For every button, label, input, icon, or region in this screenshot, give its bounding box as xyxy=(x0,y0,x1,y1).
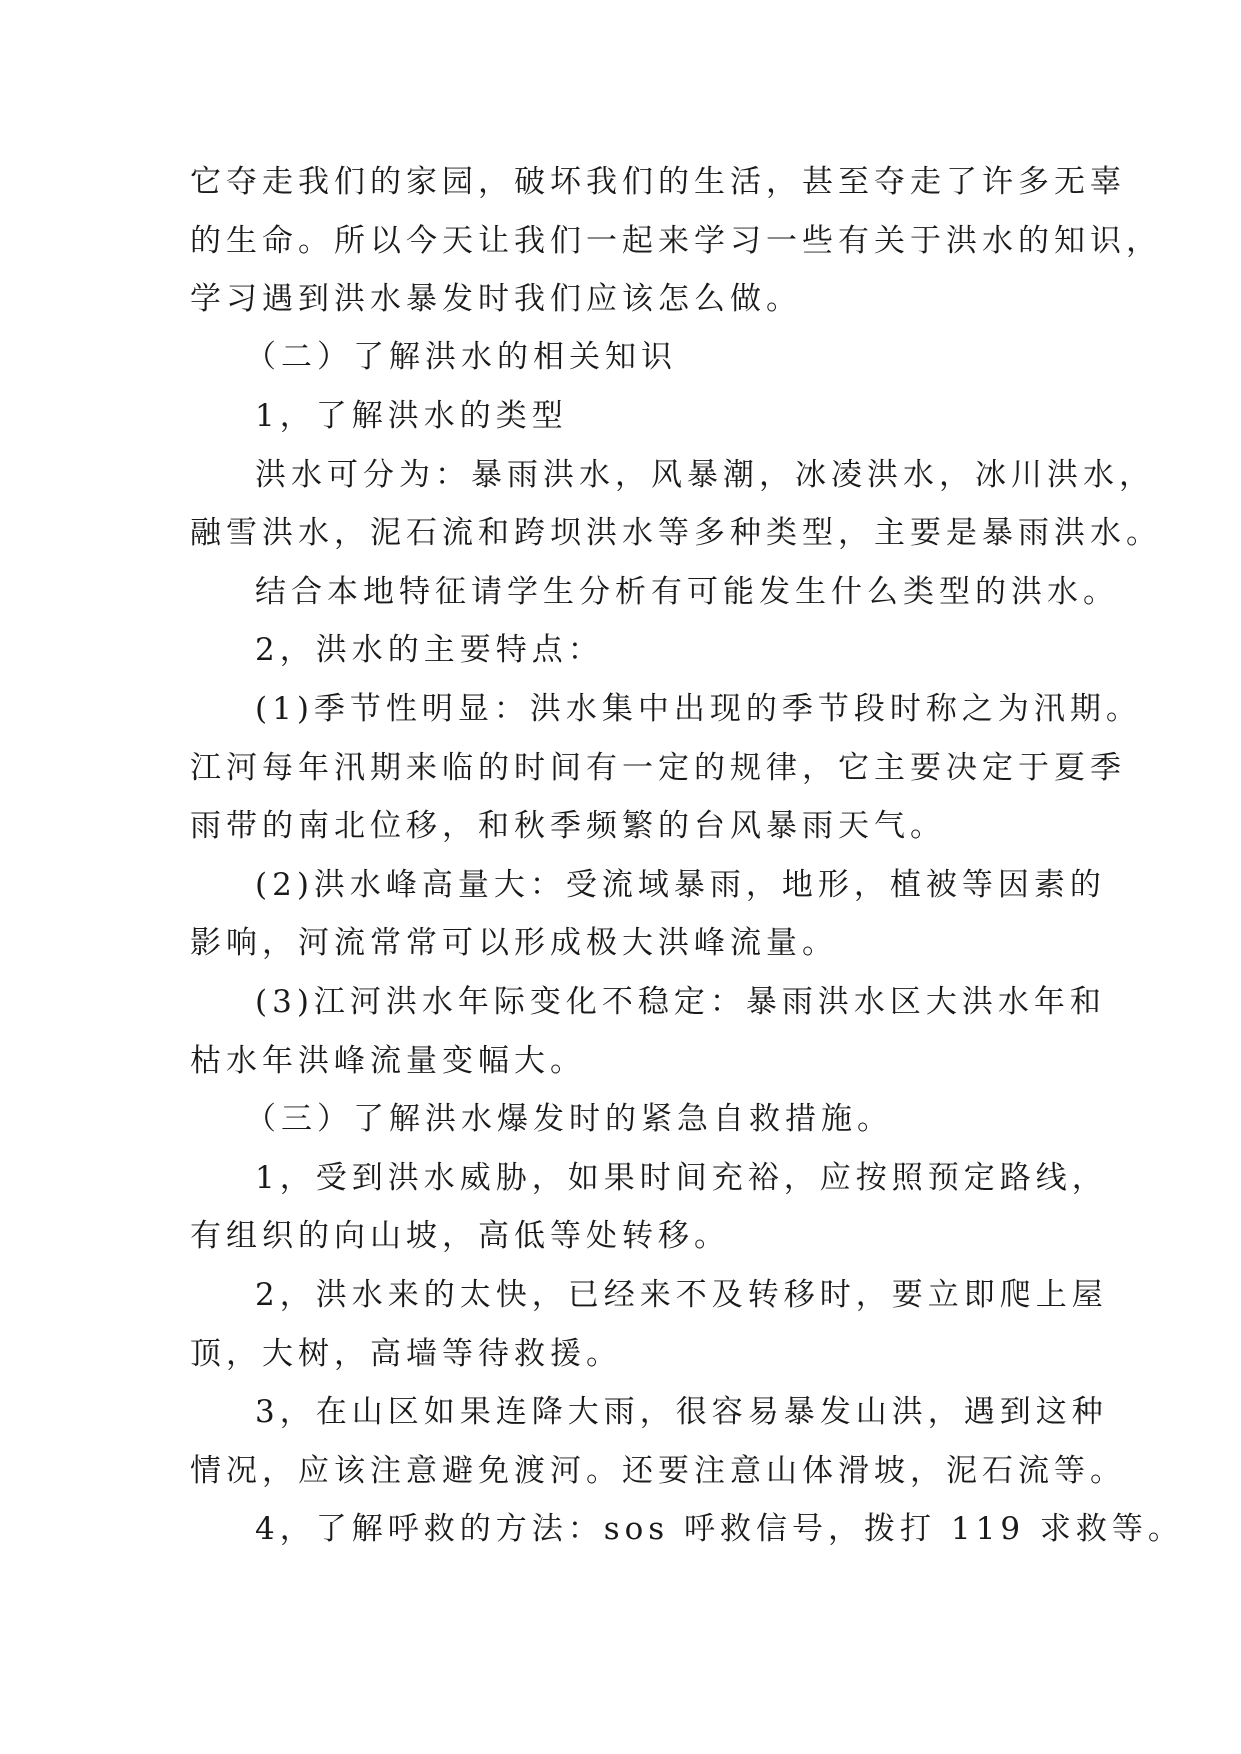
paragraph-line: 它夺走我们的家园，破坏我们的生活，甚至夺走了许多无辜 xyxy=(190,164,1126,200)
subsection-heading: 2，洪水的主要特点： xyxy=(255,632,604,668)
paragraph-line: 有组织的向山坡，高低等处转移。 xyxy=(190,1218,730,1254)
paragraph-line: (2)洪水峰高量大：受流域暴雨，地形，植被等因素的 xyxy=(255,867,1106,903)
paragraph-line: 情况，应该注意避免渡河。还要注意山体滑坡，泥石流等。 xyxy=(190,1453,1126,1489)
paragraph-line: 学习遇到洪水暴发时我们应该怎么做。 xyxy=(190,281,802,317)
paragraph-line: 顶，大树，高墙等待救援。 xyxy=(190,1336,622,1372)
paragraph-line: 影响，河流常常可以形成极大洪峰流量。 xyxy=(190,925,838,961)
paragraph-line: 1，受到洪水威胁，如果时间充裕，应按照预定路线， xyxy=(255,1160,1108,1196)
subsection-heading: 1，了解洪水的类型 xyxy=(255,398,568,434)
paragraph-line: 雨带的南北位移，和秋季频繁的台风暴雨天气。 xyxy=(190,808,946,844)
paragraph-line: 枯水年洪峰流量变幅大。 xyxy=(190,1043,586,1079)
paragraph-line: 江河每年汛期来临的时间有一定的规律，它主要决定于夏季 xyxy=(190,750,1126,786)
paragraph-line: 结合本地特征请学生分析有可能发生什么类型的洪水。 xyxy=(255,574,1119,610)
section-heading: （二）了解洪水的相关知识 xyxy=(245,339,677,375)
paragraph-line: 3，在山区如果连降大雨，很容易暴发山洪，遇到这种 xyxy=(255,1394,1108,1430)
paragraph-line: (1)季节性明显：洪水集中出现的季节段时称之为汛期。 xyxy=(255,691,1142,727)
paragraph-line: 的生命。所以今天让我们一起来学习一些有关于洪水的知识， xyxy=(190,223,1162,259)
paragraph-line: 2，洪水来的太快，已经来不及转移时，要立即爬上屋 xyxy=(255,1277,1108,1313)
paragraph-line: 融雪洪水，泥石流和跨坝洪水等多种类型，主要是暴雨洪水。 xyxy=(190,515,1162,551)
paragraph-line: (3)江河洪水年际变化不稳定：暴雨洪水区大洪水年和 xyxy=(255,984,1106,1020)
section-heading: （三）了解洪水爆发时的紧急自救措施。 xyxy=(245,1101,893,1137)
paragraph-line: 洪水可分为：暴雨洪水，风暴潮，冰凌洪水，冰川洪水， xyxy=(255,457,1155,493)
paragraph-line: 4，了解呼救的方法：sos 呼救信号，拨打 119 求救等。 xyxy=(255,1511,1184,1547)
